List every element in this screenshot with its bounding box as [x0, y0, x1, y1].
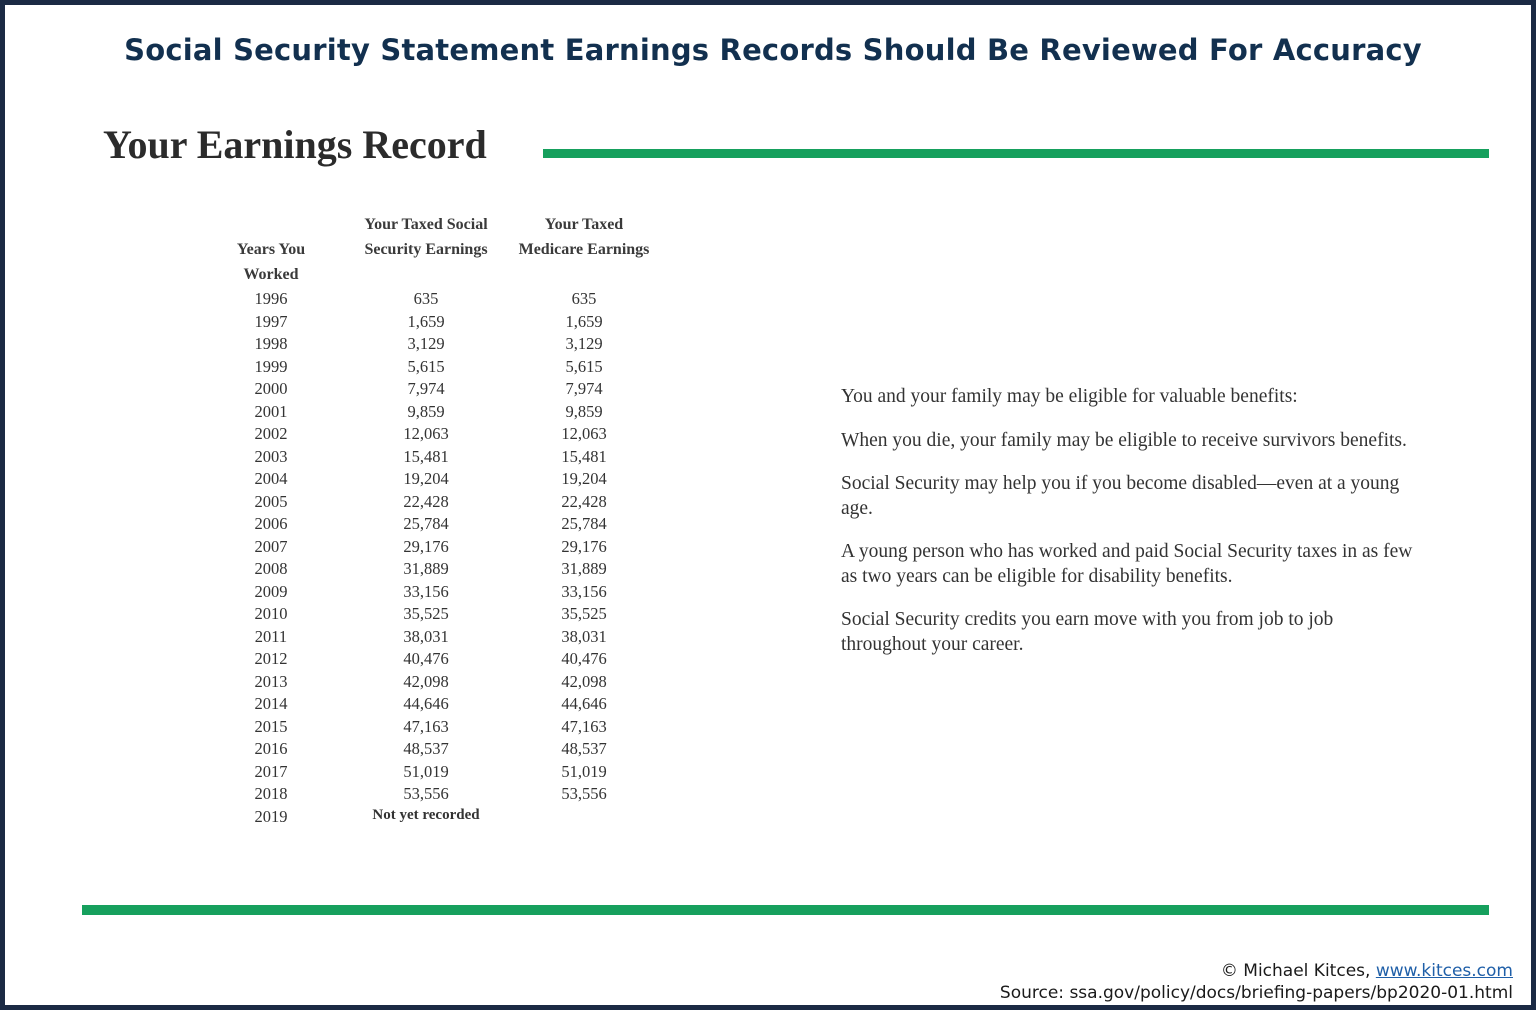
table-row [195, 739, 655, 762]
kitces-link[interactable]: www.kitces.com [1375, 961, 1513, 981]
ss-earnings-cell: 9,859 [407, 401, 445, 421]
header-years-worked: Years You Worked [236, 241, 306, 283]
medicare-earnings-cell: 1,659 [565, 311, 603, 331]
medicare-earnings-cell: 31,889 [561, 559, 607, 578]
table-row [195, 447, 655, 470]
bottom-divider [82, 905, 1489, 915]
year-cell: 2015 [254, 716, 288, 736]
table-row [195, 379, 655, 402]
source-line: Source: ssa.gov/policy/docs/briefing-papers/bp2020-01.html [999, 983, 1513, 1003]
ss-earnings-cell: 635 [413, 289, 439, 308]
ss-earnings-cell: 15,481 [403, 446, 449, 466]
medicare-earnings-cell: 7,974 [565, 379, 603, 398]
medicare-earnings-cell: 53,556 [561, 784, 607, 803]
medicare-earnings-cell: 12,063 [561, 424, 607, 443]
ss-earnings-cell: 5,615 [407, 356, 445, 376]
ss-earnings-cell: 40,476 [403, 649, 449, 668]
medicare-earnings-cell: 635 [571, 289, 597, 308]
ss-earnings-cell: 42,098 [403, 671, 449, 691]
medicare-earnings-cell: 3,129 [565, 334, 603, 353]
table-row [195, 649, 655, 672]
year-cell: 1999 [254, 356, 288, 376]
credits [1000, 960, 1513, 1004]
ss-earnings-cell: 12,063 [403, 424, 449, 443]
year-cell: 2011 [254, 626, 288, 646]
year-cell: 2018 [254, 784, 288, 803]
year-cell: 1997 [254, 311, 288, 331]
earnings-record-heading: Your Earnings Record [103, 122, 487, 167]
medicare-earnings-cell: 38,031 [561, 626, 607, 646]
year-cell: 2000 [254, 379, 288, 398]
info-paragraph: Social Security may help you if you become disabled—even at a young age. [841, 473, 1400, 519]
info-paragraph: When you die, your family may be eligible to receive survivors benefits. [841, 429, 1407, 451]
medicare-earnings-cell: 51,019 [561, 761, 607, 781]
header-medicare-earnings: Your Taxed Medicare Earnings [518, 216, 650, 258]
year-cell: 2001 [254, 401, 288, 421]
medicare-earnings-cell: 22,428 [561, 491, 607, 511]
ss-earnings-cell: 19,204 [403, 469, 449, 488]
year-cell: 2019 [254, 806, 288, 826]
page-title: Social Security Statement Earnings Records Should Be Reviewed For Accuracy [124, 33, 1422, 67]
table-row [195, 514, 655, 537]
medicare-earnings-cell: 48,537 [561, 739, 607, 758]
ss-earnings-cell: 38,031 [403, 626, 449, 646]
year-cell: 2014 [254, 694, 288, 713]
year-cell: 2010 [254, 604, 288, 623]
table-row [195, 559, 655, 582]
medicare-earnings-cell: 5,615 [565, 356, 603, 376]
year-cell: 2002 [254, 424, 288, 443]
table-row [195, 627, 655, 650]
ss-earnings-cell: 22,428 [403, 491, 449, 511]
table-row [195, 402, 655, 425]
copyright-line [1000, 960, 1513, 982]
year-cell: 2012 [254, 649, 288, 668]
year-cell: 2007 [254, 536, 288, 556]
ss-earnings-cell: 29,176 [403, 536, 449, 556]
ss-earnings-cell: 48,537 [403, 739, 449, 758]
ss-earnings-cell: 25,784 [403, 514, 449, 533]
table-row [195, 694, 655, 717]
table-row [195, 289, 655, 312]
table-row [195, 537, 655, 560]
info-paragraph: A young person who has worked and paid Social Security taxes in as few as two years can be eligible for disability benefits. [841, 541, 1413, 587]
ss-earnings-cell: 33,156 [403, 581, 449, 601]
table-row [195, 807, 655, 830]
table-row [195, 312, 655, 335]
ss-earnings-cell: 1,659 [407, 311, 445, 331]
table-row [195, 469, 655, 492]
year-cell: 2008 [254, 559, 288, 578]
medicare-earnings-cell: 9,859 [565, 401, 603, 421]
table-row [195, 604, 655, 627]
ss-earnings-cell: 47,163 [403, 716, 449, 736]
medicare-earnings-cell: 33,156 [561, 581, 607, 601]
medicare-earnings-cell: 42,098 [561, 671, 607, 691]
year-cell: 2009 [254, 581, 288, 601]
year-cell: 2017 [254, 761, 288, 781]
year-cell: 2005 [254, 491, 288, 511]
benefits-info [841, 385, 1421, 676]
ss-earnings-cell: 51,019 [403, 761, 449, 781]
copyright-text: © Michael Kitces, [1220, 961, 1376, 981]
medicare-earnings-cell: 44,646 [561, 694, 607, 713]
ss-earnings-cell: 31,889 [403, 559, 449, 578]
table-row [195, 334, 655, 357]
table-row [195, 762, 655, 785]
header-social-security-earnings: Your Taxed Social Security Earnings [364, 216, 488, 258]
year-cell: 2013 [254, 671, 288, 691]
medicare-earnings-cell: 47,163 [561, 716, 607, 736]
info-paragraph: Social Security credits you earn move with you from job to job throughout your career. [841, 609, 1334, 655]
ss-earnings-cell: 35,525 [403, 604, 449, 623]
year-cell: 2016 [254, 739, 288, 758]
table-row [195, 582, 655, 605]
table-row [195, 424, 655, 447]
year-cell: 2006 [254, 514, 288, 533]
top-divider [543, 149, 1489, 158]
year-cell: 2003 [254, 446, 288, 466]
table-row [195, 672, 655, 695]
medicare-earnings-cell: 29,176 [561, 536, 607, 556]
year-cell: 2004 [254, 469, 288, 488]
medicare-earnings-cell: 25,784 [561, 514, 607, 533]
ss-earnings-cell: 3,129 [407, 334, 445, 353]
table-body [195, 289, 655, 829]
medicare-earnings-cell: 35,525 [561, 604, 607, 623]
medicare-earnings-cell: 40,476 [561, 649, 607, 668]
ss-earnings-cell: 53,556 [403, 784, 449, 803]
table-row [195, 492, 655, 515]
year-cell: 1996 [254, 289, 288, 308]
medicare-earnings-cell: 15,481 [561, 446, 607, 466]
ss-earnings-cell: Not yet recorded [372, 806, 480, 823]
ss-earnings-cell: 7,974 [407, 379, 445, 398]
table-row [195, 357, 655, 380]
year-cell: 1998 [254, 334, 288, 353]
table-row [195, 717, 655, 740]
medicare-earnings-cell: 19,204 [561, 469, 607, 488]
table-row [195, 784, 655, 807]
ss-earnings-cell: 44,646 [403, 694, 449, 713]
info-paragraph: You and your family may be eligible for valuable benefits: [841, 386, 1298, 407]
